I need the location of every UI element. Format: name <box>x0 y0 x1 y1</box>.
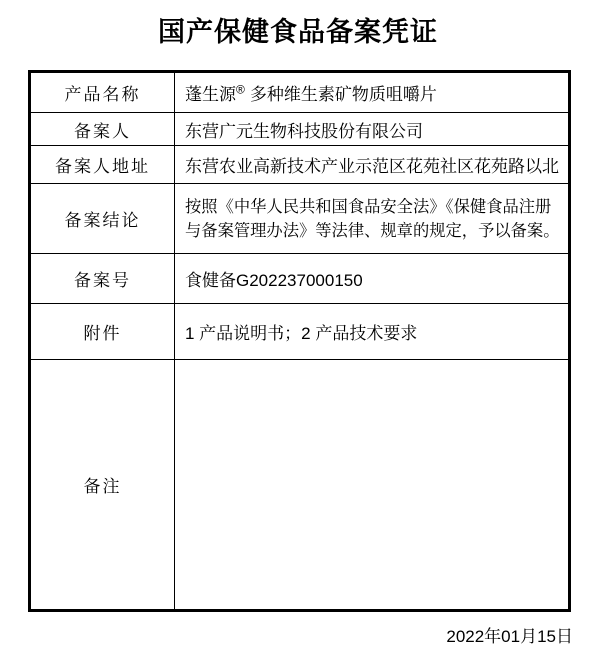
table-row-remarks <box>30 360 570 611</box>
product-name-label: 产品名称 <box>30 72 175 113</box>
table-row-product-name <box>30 72 570 113</box>
registered-trademark-symbol: ® <box>236 82 245 97</box>
record-number-value: 食健备G202237000150 <box>175 254 570 304</box>
attachments-value: 1 产品说明书；2 产品技术要求 <box>175 304 570 360</box>
remarks-value <box>175 360 570 611</box>
registrant-value: 东营广元生物科技股份有限公司 <box>175 113 570 146</box>
registrant-address-label: 备案人地址 <box>30 146 175 184</box>
table-row-registrant-address <box>30 146 570 184</box>
table-row-record-number <box>30 254 570 304</box>
issue-date: 2022年01月15日 <box>446 627 573 646</box>
record-number-label: 备案号 <box>30 254 175 304</box>
conclusion-line-1: 按照《中华人民共和国食品安全法》《保健食品注册 <box>185 197 552 216</box>
page-title: 国产保健食品备案凭证 <box>158 17 438 47</box>
table-row-conclusion <box>30 184 570 254</box>
conclusion-label: 备案结论 <box>30 184 175 254</box>
product-name-text: 多种维生素矿物质咀嚼片 <box>249 85 437 104</box>
conclusion-line-2: 与备案管理办法》等法律、规章的规定，予以备案。 <box>185 221 560 240</box>
certificate-table <box>28 70 571 612</box>
registrant-address-value: 东营农业高新技术产业示范区花苑社区花苑路以北 <box>175 146 570 184</box>
table-row-attachments <box>30 304 570 360</box>
attachments-label: 附件 <box>30 304 175 360</box>
product-name-value <box>175 72 570 113</box>
table-row-registrant <box>30 113 570 146</box>
remarks-label: 备注 <box>30 360 175 611</box>
conclusion-value <box>175 184 570 254</box>
product-name-brand: 蓬生源 <box>185 85 236 104</box>
registrant-label: 备案人 <box>30 113 175 146</box>
